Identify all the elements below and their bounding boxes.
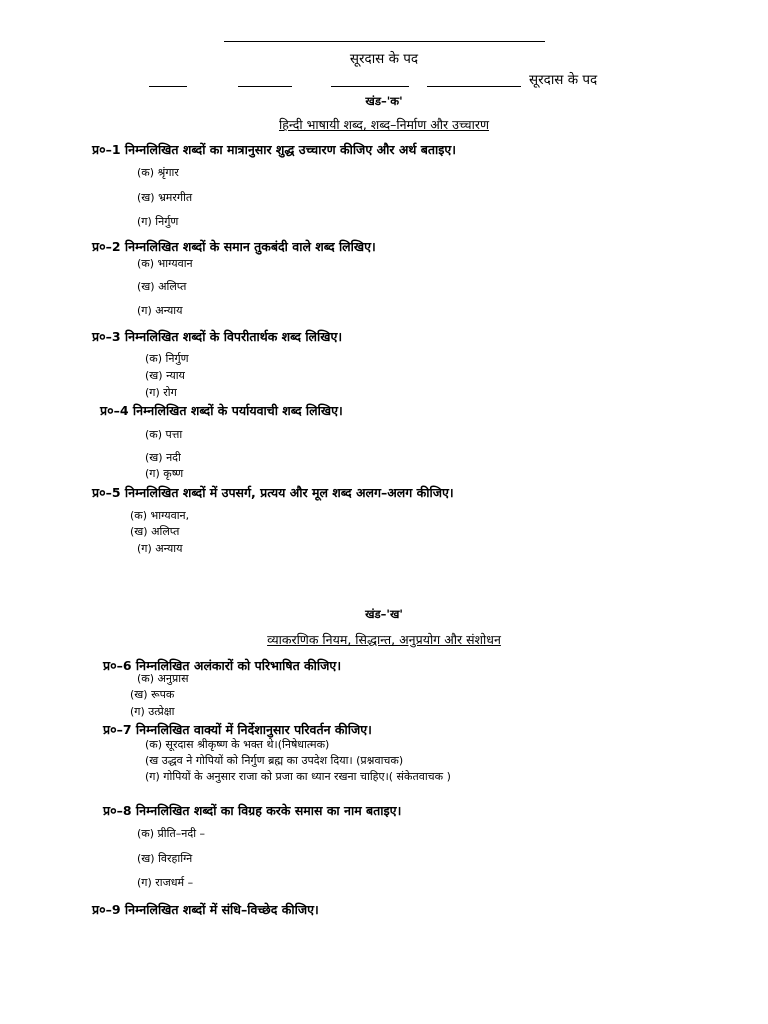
blank-line-1 bbox=[149, 86, 187, 87]
q7-option-ga: (ग) गोपियों के अनुसार राजा को प्रजा का ध्यान रखना चाहिए।( संकेतवाचक ) bbox=[145, 770, 451, 783]
q7-option-ka: (क) सूरदास श्रीकृष्ण के भक्त थे।(निषेधात्मक) bbox=[145, 738, 330, 751]
question-2: प्र०–2 निम्नलिखित शब्दों के समान तुकबंदी वाले शब्द लिखिए। bbox=[92, 239, 376, 254]
question-1: प्र०–1 निम्नलिखित शब्दों का मात्रानुसार शुद्ध उच्चारण कीजिए और अर्थ बताइए। bbox=[92, 142, 457, 157]
q3-option-ka: (क) निर्गुण bbox=[145, 352, 189, 365]
q3-option-ga: (ग) रोग bbox=[145, 386, 177, 399]
question-4: प्र०–4 निम्नलिखित शब्दों के पर्यायवाची शब्द लिखिए। bbox=[100, 403, 343, 418]
section-b-subheading: व्याकरणिक नियम, सिद्धान्त, अनुप्रयोग और संशोधन bbox=[267, 632, 501, 647]
blank-line-4 bbox=[427, 86, 521, 87]
q1-option-ka: (क) श्रृंगार bbox=[137, 166, 179, 179]
question-5: प्र०–5 निम्नलिखित शब्दों में उपसर्ग, प्रत्यय और मूल शब्द अलग–अलग कीजिए। bbox=[92, 485, 454, 500]
q6-option-ga: (ग) उत्प्रेक्षा bbox=[130, 705, 175, 718]
q2-option-ka: (क) भाग्यवान bbox=[137, 257, 193, 270]
blank-line-2 bbox=[238, 86, 292, 87]
q8-option-ga: (ग) राजधर्म – bbox=[137, 876, 194, 889]
q4-option-ga: (ग) कृष्ण bbox=[145, 467, 184, 480]
q5-option-ga: (ग) अन्याय bbox=[137, 542, 183, 555]
section-b-heading: खंड–'ख' bbox=[365, 607, 403, 621]
q2-option-ga: (ग) अन्याय bbox=[137, 304, 183, 317]
header-top-rule bbox=[224, 41, 545, 42]
page-subtitle: सूरदास के पद bbox=[529, 72, 598, 88]
blank-line-3 bbox=[331, 86, 409, 87]
q1-option-ga: (ग) निर्गुण bbox=[137, 215, 179, 228]
q4-option-ka: (क) पत्ता bbox=[145, 428, 183, 441]
section-a-subheading: हिन्दी भाषायी शब्द, शब्द–निर्माण और उच्चारण bbox=[279, 117, 489, 132]
page-title: सूरदास के पद bbox=[349, 51, 419, 67]
question-6: प्र०–6 निम्नलिखित अलंकारों को परिभाषित कीजिए। bbox=[103, 658, 342, 673]
q6-option-ka: (क) अनुप्रास bbox=[137, 672, 189, 685]
q8-option-kha: (ख) विरहाग्नि bbox=[137, 852, 193, 865]
q4-option-kha: (ख) नदी bbox=[145, 451, 181, 464]
question-7: प्र०–7 निम्नलिखित वाक्यों में निर्देशानुसार परिवर्तन कीजिए। bbox=[103, 722, 372, 737]
q6-option-kha: (ख) रूपक bbox=[130, 688, 175, 701]
question-3: प्र०–3 निम्नलिखित शब्दों के विपरीतार्थक शब्द लिखिए। bbox=[92, 329, 343, 344]
question-8: प्र०–8 निम्नलिखित शब्दों का विग्रह करके समास का नाम बताइए। bbox=[103, 803, 402, 818]
question-9: प्र०–9 निम्नलिखित शब्दों में संधि–विच्छेद कीजिए। bbox=[92, 902, 319, 917]
q7-option-kha: (ख उद्धव ने गोपियों को निर्गुण ब्रह्म का उपदेश दिया। (प्रश्नवाचक) bbox=[145, 754, 404, 767]
q8-option-ka: (क) प्रीति–नदी – bbox=[137, 827, 206, 840]
q3-option-kha: (ख) न्याय bbox=[145, 369, 185, 382]
q5-option-kha: (ख) अलिप्त bbox=[130, 525, 180, 538]
q1-option-kha: (ख) भ्रमरगीत bbox=[137, 191, 193, 204]
section-a-heading: खंड–'क' bbox=[365, 94, 403, 108]
q5-option-ka: (क) भाग्यवान, bbox=[130, 509, 190, 522]
q2-option-kha: (ख) अलिप्त bbox=[137, 280, 187, 293]
